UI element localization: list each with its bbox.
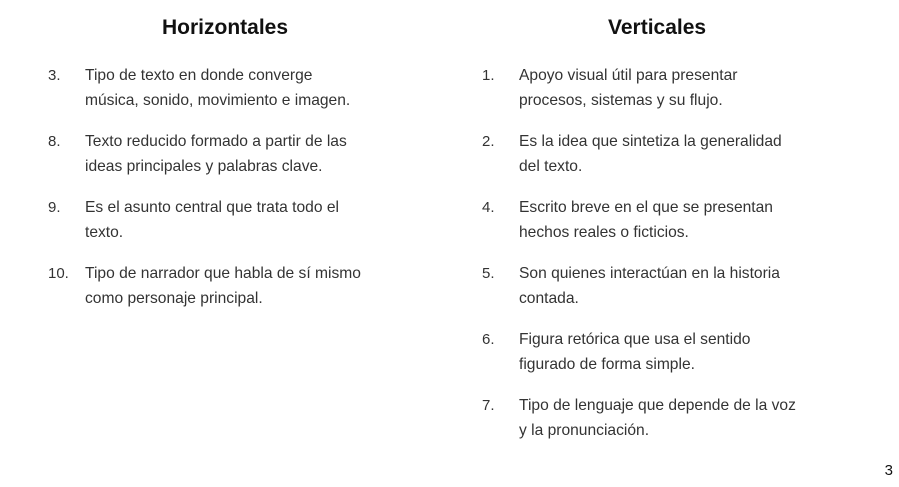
clue-horizontal-9 — [48, 195, 361, 245]
clue-text-line: Es el asunto central que trata todo el — [85, 199, 339, 216]
clue-text-line: ideas principales y palabras clave. — [85, 158, 323, 175]
clue-text-line: Tipo de narrador que habla de sí mismo — [85, 265, 361, 282]
clue-number: 10. — [48, 265, 69, 282]
clue-text-line: hechos reales o ficticios. — [519, 224, 689, 241]
verticales-clue-list — [482, 63, 796, 459]
clue-text-line: música, sonido, movimiento e imagen. — [85, 92, 351, 109]
clue-vertical-6 — [482, 327, 796, 377]
clue-vertical-7 — [482, 393, 796, 443]
clue-number: 5. — [482, 265, 495, 282]
clue-number: 1. — [482, 67, 495, 84]
clue-vertical-5 — [482, 261, 796, 311]
clue-horizontal-10 — [48, 261, 361, 311]
clue-text-line: Es la idea que sintetiza la generalidad — [519, 133, 782, 150]
clue-number: 9. — [48, 199, 61, 216]
clue-number: 4. — [482, 199, 495, 216]
clue-text-line: figurado de forma simple. — [519, 356, 695, 373]
clue-text-line: Son quienes interactúan en la historia — [519, 265, 780, 282]
clue-text-line: texto. — [85, 224, 124, 241]
clue-text-line: Escrito breve en el que se presentan — [519, 199, 773, 216]
clue-number: 8. — [48, 133, 61, 150]
horizontales-title: Horizontales — [162, 16, 289, 39]
clue-number: 3. — [48, 67, 61, 84]
clue-text-line: Texto reducido formado a partir de las — [85, 133, 347, 150]
clue-number: 7. — [482, 397, 495, 414]
horizontales-clue-list — [48, 63, 361, 327]
clue-text-line: del texto. — [519, 158, 583, 175]
clue-vertical-1 — [482, 63, 796, 113]
clue-text-line: Tipo de lenguaje que depende de la voz — [519, 397, 796, 414]
clue-text-line: Figura retórica que usa el sentido — [519, 331, 751, 348]
clue-text-line: como personaje principal. — [85, 290, 263, 307]
clue-text-line: y la pronunciación. — [519, 422, 650, 439]
clue-vertical-4 — [482, 195, 796, 245]
clue-horizontal-3 — [48, 63, 361, 113]
clue-number: 6. — [482, 331, 495, 348]
clue-number: 2. — [482, 133, 495, 150]
clue-horizontal-8 — [48, 129, 361, 179]
clue-text-line: Apoyo visual útil para presentar — [519, 67, 738, 84]
clue-text-line: procesos, sistemas y su flujo. — [519, 92, 723, 109]
clue-text-line: Tipo de texto en donde converge — [85, 67, 313, 84]
clue-vertical-2 — [482, 129, 796, 179]
verticales-title: Verticales — [608, 16, 707, 39]
clue-text-line: contada. — [519, 290, 579, 307]
page-number: 3 — [884, 462, 893, 479]
